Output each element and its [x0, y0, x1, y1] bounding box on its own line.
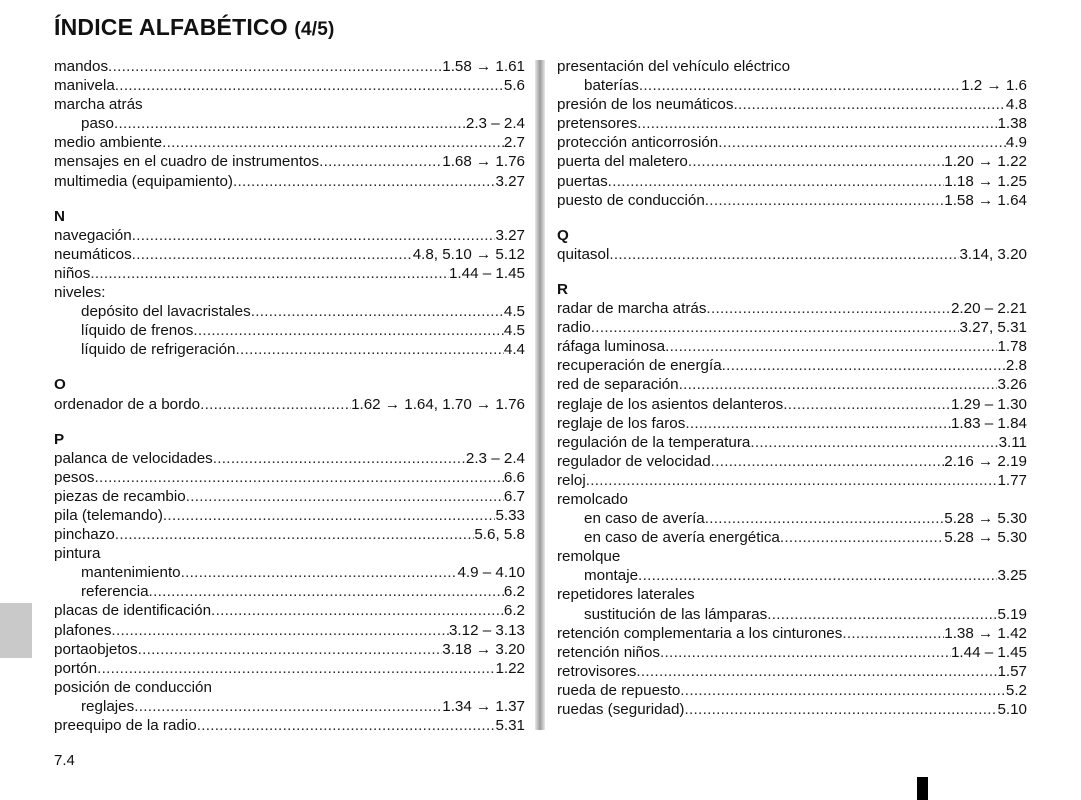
leader-dots	[181, 563, 458, 582]
leader-dots	[733, 95, 1005, 114]
entry-term: puesto de conducción	[557, 191, 705, 209]
entry-page-ref: 1.57	[997, 662, 1027, 680]
index-entry	[54, 506, 525, 525]
entry-term: neumáticos	[54, 245, 132, 263]
index-entry	[557, 95, 1027, 114]
index-entry	[54, 468, 525, 487]
entry-term: plafones	[54, 621, 112, 639]
entry-term: líquido de refrigeración	[81, 341, 236, 359]
leader-dots	[750, 433, 998, 452]
index-subentry	[557, 605, 1027, 624]
entry-page-ref: 3.27	[495, 226, 525, 244]
index-entry	[557, 172, 1027, 191]
entry-term: puerta del maletero	[557, 153, 688, 171]
section-gap	[54, 414, 525, 430]
index-entry	[54, 449, 525, 468]
leader-dots	[149, 582, 504, 601]
leader-dots	[211, 601, 504, 620]
entry-page-ref: 2.8	[1005, 357, 1027, 375]
entry-page-ref: 1.20 → 1.22	[944, 153, 1027, 171]
entry-page-ref: 5.10	[997, 701, 1027, 718]
entry-term: líquido de frenos	[81, 322, 194, 340]
entry-term: protección anticorrosión	[557, 134, 719, 152]
section-gap	[557, 264, 1027, 280]
leader-dots	[114, 114, 466, 133]
leader-dots	[684, 700, 997, 719]
leader-dots	[197, 716, 496, 735]
leader-dots	[251, 302, 504, 321]
index-heading: pintura	[54, 545, 101, 563]
section-letter: Q	[557, 226, 569, 244]
entry-page-ref: 4.8, 5.10 → 5.12	[412, 245, 525, 263]
entry-page-ref: 1.44 – 1.45	[448, 264, 525, 282]
entry-term: pinchazo	[54, 526, 115, 544]
corner-mark	[917, 777, 928, 800]
index-entry	[557, 152, 1027, 171]
entry-term: pretensores	[557, 115, 638, 133]
leader-dots	[637, 114, 997, 133]
index-subentry	[54, 340, 525, 359]
entry-page-ref: 6.2	[503, 583, 525, 601]
leader-dots	[97, 659, 495, 678]
entry-term: ráfaga luminosa	[557, 338, 666, 356]
index-entry	[54, 226, 525, 245]
entry-term: radar de marcha atrás	[557, 300, 707, 318]
entry-term: puertas	[557, 172, 608, 190]
leader-dots	[236, 340, 504, 359]
entry-term: rueda de repuesto	[557, 681, 681, 699]
index-entry	[557, 643, 1027, 662]
leader-dots	[186, 487, 504, 506]
entry-term: red de separación	[557, 376, 679, 394]
leader-dots	[319, 152, 442, 171]
index-subentry	[54, 114, 525, 133]
index-entry	[557, 245, 1027, 264]
entry-term: niños	[54, 264, 91, 282]
entry-term: palanca de velocidades	[54, 449, 213, 467]
entry-page-ref: 1.62 → 1.64, 1.70 → 1.76	[351, 395, 525, 413]
section-letter: N	[54, 207, 65, 225]
index-heading: presentación del vehículo eléctrico	[557, 58, 791, 75]
index-entry	[557, 681, 1027, 700]
leader-dots	[213, 449, 466, 468]
entry-term: piezas de recambio	[54, 487, 186, 505]
entry-term: mantenimiento	[81, 564, 181, 582]
leader-dots	[711, 452, 945, 471]
section-letter: P	[54, 430, 65, 448]
index-entry	[54, 601, 525, 620]
section-gap	[54, 359, 525, 375]
entry-page-ref: 4.8	[1005, 96, 1027, 114]
entry-page-ref: 3.18 → 3.20	[442, 640, 525, 658]
chapter-tab	[0, 603, 32, 658]
entry-term: pila (telemando)	[54, 506, 163, 524]
entry-page-ref: 5.2	[1005, 681, 1027, 699]
entry-term: baterías	[584, 77, 639, 95]
entry-page-ref: 1.38	[997, 115, 1027, 133]
index-subentry	[54, 582, 525, 601]
leader-dots	[608, 172, 945, 191]
entry-term: radio	[557, 319, 591, 337]
entry-term: regulación de la temperatura	[557, 433, 751, 451]
leader-dots	[162, 133, 504, 152]
entry-term: mensajes en el cuadro de instrumentos	[54, 153, 320, 171]
entry-term: paso	[81, 115, 114, 133]
entry-page-ref: 3.14, 3.20	[959, 245, 1027, 263]
entry-page-ref: 1.29 – 1.30	[950, 395, 1027, 413]
index-entry	[557, 414, 1027, 433]
entry-term: retrovisores	[557, 662, 637, 680]
index-subentry	[557, 509, 1027, 528]
leader-dots	[609, 245, 959, 264]
index-subentry	[54, 321, 525, 340]
entry-term: medio ambiente	[54, 134, 163, 152]
index-entry	[54, 57, 525, 76]
entry-page-ref: 2.3 – 2.4	[465, 449, 525, 467]
entry-term: navegación	[54, 226, 132, 244]
index-heading: remolcado	[557, 490, 628, 508]
leader-dots	[706, 299, 951, 318]
index-entry	[557, 395, 1027, 414]
entry-page-ref: 1.78	[997, 338, 1027, 356]
index-heading: repetidores laterales	[557, 586, 695, 604]
leader-dots	[705, 191, 944, 210]
entry-term: retención niños	[557, 643, 661, 661]
index-entry	[54, 133, 525, 152]
entry-term: reloj	[557, 471, 586, 489]
entry-term: reglajes	[81, 697, 135, 715]
index-entry	[54, 716, 525, 735]
entry-page-ref: 5.33	[495, 506, 525, 524]
index-entry	[557, 133, 1027, 152]
section-gap	[54, 191, 525, 207]
index-entry	[54, 264, 525, 283]
entry-term: presión de los neumáticos	[557, 96, 734, 114]
entry-term: ordenador de a bordo	[54, 395, 201, 413]
entry-page-ref: 4.9	[1005, 134, 1027, 152]
leader-dots	[90, 264, 449, 283]
entry-page-ref: 3.12 – 3.13	[448, 621, 525, 639]
entry-page-ref: 1.44 – 1.45	[950, 643, 1027, 661]
entry-page-ref: 5.28 → 5.30	[944, 510, 1027, 528]
entry-term: en caso de avería energética	[584, 529, 780, 547]
entry-page-ref: 1.77	[997, 471, 1027, 489]
index-entry	[54, 172, 525, 191]
index-subentry	[54, 563, 525, 582]
leader-dots	[722, 356, 1006, 375]
index-entry	[557, 700, 1027, 719]
page-number: 7.4	[54, 752, 75, 769]
entry-term: regulador de velocidad	[557, 452, 711, 470]
index-entry	[54, 659, 525, 678]
index-entry	[557, 662, 1027, 681]
index-entry	[54, 487, 525, 506]
entry-page-ref: 3.26	[997, 376, 1027, 394]
leader-dots	[132, 226, 496, 245]
entry-term: recuperación de energía	[557, 357, 722, 375]
leader-dots	[233, 172, 495, 191]
leader-dots	[163, 506, 496, 525]
index-entry	[557, 452, 1027, 471]
entry-page-ref: 1.58 → 1.61	[442, 58, 525, 75]
section-letter: O	[54, 376, 66, 394]
leader-dots	[134, 697, 442, 716]
index-entry	[557, 433, 1027, 452]
leader-dots	[842, 624, 944, 643]
index-heading: marcha atrás	[54, 96, 143, 114]
leader-dots	[115, 525, 475, 544]
entry-term: portón	[54, 659, 98, 677]
leader-dots	[688, 152, 944, 171]
entry-term: preequipo de la radio	[54, 717, 197, 734]
index-left-column	[54, 57, 525, 735]
entry-page-ref: 2.16 → 2.19	[944, 452, 1027, 470]
entry-page-ref: 1.83 – 1.84	[950, 414, 1027, 432]
entry-page-ref: 6.7	[503, 487, 525, 505]
title-part: (4/5)	[294, 19, 335, 40]
entry-page-ref: 6.2	[503, 602, 525, 620]
entry-page-ref: 5.31	[495, 717, 525, 734]
leader-dots	[665, 337, 997, 356]
entry-term: multimedia (equipamiento)	[54, 172, 233, 190]
entry-page-ref: 4.5	[503, 303, 525, 321]
entry-term: reglaje de los asientos delanteros	[557, 395, 784, 413]
index-entry	[54, 76, 525, 95]
section-letter: R	[557, 280, 568, 298]
leader-dots	[639, 76, 961, 95]
section-gap	[557, 210, 1027, 226]
index-entry	[54, 525, 525, 544]
index-entry	[557, 337, 1027, 356]
leader-dots	[660, 643, 951, 662]
entry-page-ref: 1.22	[495, 659, 525, 677]
entry-page-ref: 1.18 → 1.25	[944, 172, 1027, 190]
index-subentry	[54, 697, 525, 716]
index-entry	[557, 114, 1027, 133]
leader-dots	[718, 133, 1006, 152]
entry-page-ref: 1.2 → 1.6	[961, 77, 1027, 95]
entry-page-ref: 2.20 – 2.21	[950, 300, 1027, 318]
title-text: ÍNDICE ALFABÉTICO	[54, 14, 288, 40]
leader-dots	[95, 468, 504, 487]
entry-page-ref: 4.4	[503, 341, 525, 359]
entry-page-ref: 3.27, 5.31	[959, 319, 1027, 337]
index-entry	[557, 375, 1027, 394]
leader-dots	[132, 245, 413, 264]
leader-dots	[767, 605, 997, 624]
index-subentry	[54, 302, 525, 321]
entry-page-ref: 1.38 → 1.42	[944, 624, 1027, 642]
entry-term: en caso de avería	[584, 510, 705, 528]
leader-dots	[115, 76, 504, 95]
entry-page-ref: 5.6, 5.8	[474, 526, 525, 544]
column-divider-bar	[535, 60, 545, 730]
index-entry	[557, 624, 1027, 643]
entry-page-ref: 4.5	[503, 322, 525, 340]
leader-dots	[638, 566, 997, 585]
leader-dots	[705, 509, 945, 528]
entry-term: sustitución de las lámparas	[584, 605, 768, 623]
entry-page-ref: 3.11	[998, 433, 1027, 451]
entry-page-ref: 2.3 – 2.4	[465, 115, 525, 133]
index-entry	[557, 191, 1027, 210]
entry-term: depósito del lavacristales	[81, 303, 251, 321]
leader-dots	[193, 321, 504, 340]
entry-term: pesos	[54, 468, 95, 486]
leader-dots	[636, 662, 997, 681]
index-entry	[54, 395, 525, 414]
index-subentry	[557, 76, 1027, 95]
leader-dots	[200, 395, 351, 414]
entry-term: placas de identificación	[54, 602, 212, 620]
index-heading: remolque	[557, 548, 621, 566]
entry-term: reglaje de los faros	[557, 414, 686, 432]
index-heading: posición de conducción	[54, 678, 212, 696]
leader-dots	[591, 318, 960, 337]
entry-term: referencia	[81, 583, 149, 601]
entry-term: montaje	[584, 567, 639, 585]
index-entry	[54, 245, 525, 264]
leader-dots	[586, 471, 998, 490]
entry-page-ref: 5.28 → 5.30	[944, 529, 1027, 547]
index-entry	[54, 640, 525, 659]
entry-page-ref: 1.34 → 1.37	[442, 697, 525, 715]
entry-page-ref: 3.27	[495, 172, 525, 190]
leader-dots	[108, 57, 442, 76]
index-entry	[54, 621, 525, 640]
entry-term: retención complementaria a los cinturones	[557, 624, 843, 642]
entry-page-ref: 5.19	[997, 605, 1027, 623]
entry-page-ref: 5.6	[503, 77, 525, 95]
entry-page-ref: 2.7	[503, 134, 525, 152]
index-entry	[54, 152, 525, 171]
index-entry	[557, 471, 1027, 490]
leader-dots	[780, 528, 944, 547]
entry-page-ref: 6.6	[503, 468, 525, 486]
index-subentry	[557, 566, 1027, 585]
leader-dots	[680, 681, 1006, 700]
index-right-column	[557, 57, 1027, 719]
leader-dots	[685, 414, 951, 433]
index-entry	[557, 299, 1027, 318]
index-entry	[557, 356, 1027, 375]
page-title	[54, 14, 335, 41]
index-subentry	[557, 528, 1027, 547]
leader-dots	[783, 395, 951, 414]
leader-dots	[111, 621, 449, 640]
entry-term: quitasol	[557, 245, 610, 263]
entry-term: manivela	[54, 77, 115, 95]
index-heading: niveles:	[54, 284, 106, 302]
entry-term: mandos	[54, 58, 109, 75]
leader-dots	[138, 640, 443, 659]
entry-term: ruedas (seguridad)	[557, 701, 685, 718]
entry-term: portaobjetos	[54, 640, 138, 658]
entry-page-ref: 3.25	[997, 567, 1027, 585]
entry-page-ref: 1.68 → 1.76	[442, 153, 525, 171]
index-entry	[557, 318, 1027, 337]
entry-page-ref: 1.58 → 1.64	[944, 191, 1027, 209]
leader-dots	[679, 375, 998, 394]
entry-page-ref: 4.9 – 4.10	[457, 564, 525, 582]
